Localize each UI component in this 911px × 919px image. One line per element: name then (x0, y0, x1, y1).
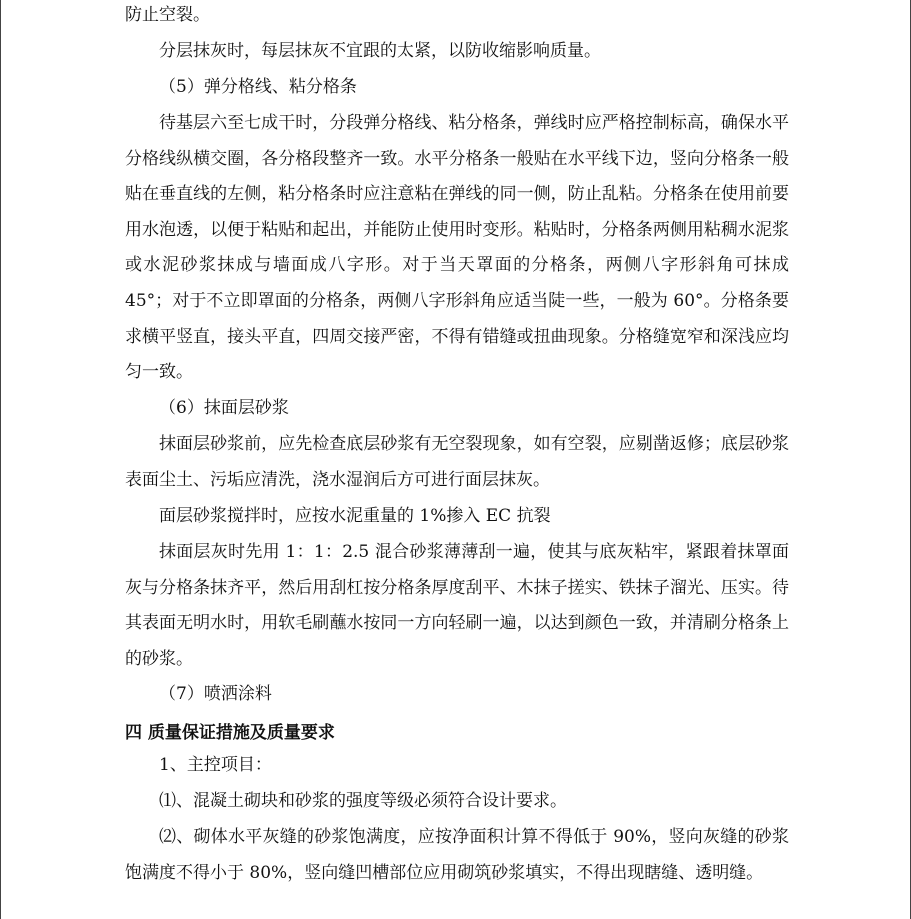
list-main-control: 1、主控项目： (159, 755, 272, 775)
subheading-surface-mortar: （6）抹面层砂浆 (159, 398, 289, 418)
paragraph-grid-strips: 待基层六至七成干时，分段弹分格线、粘分格条，弹线时应严格控制标高，确保水平分格线纵横交圈，各分格段整齐一致。水平分格条一般贴在水平线下边，竖向分格条一般贴在垂直线的左侧，粘分格条时应注意粘在弹线的同一侧，防止乱粘。分格条在使用前要用水泡透，以便于粘贴和起出，并能防止使用时变形。粘贴时，分格条两侧用粘稠水泥浆或水泥砂浆抹成与墙面成八字形。对于当天罩面的分格条，两侧八字形斜角可抹成 45°；对于不立即罩面的分格条，两侧八字形斜角应适当陡一些，一般为 60°。分格条要求横平竖直，接头平直，四周交接严密，不得有错缝或扭曲现象。分格缝宽窄和深浅应均匀一致。 (125, 113, 789, 383)
subheading-grid-lines: （5）弹分格线、粘分格条 (159, 77, 357, 97)
section-heading: 四 质量保证措施及质量要求 (125, 723, 335, 743)
list-item-strength: ⑴、混凝土砌块和砂浆的强度等级必须符合设计要求。 (159, 791, 567, 811)
paragraph-crack-prevention: 防止空裂。 (125, 5, 210, 25)
list-item-mortar-fullness: ⑵、砌体水平灰缝的砂浆饱满度，应按净面积计算不得低于 90%，竖向灰缝的砂浆饱满度不得小于 80%，竖向缝凹槽部位应用砌筑砂浆填实，不得出现瞎缝、透明缝。 (125, 827, 789, 883)
paragraph-layered-plaster: 分层抹灰时，每层抹灰不宜跟的太紧，以防收缩影响质量。 (159, 41, 601, 61)
paragraph-surface-application: 抹面层灰时先用 1：1：2.5 混合砂浆薄薄刮一遍，使其与底灰粘牢，紧跟着抹罩面灰与分格条抹齐平，然后用刮杠按分格条厚度刮平、木抹子搓实、铁抹子溜光、压实。待其表面无明水时，用软毛刷蘸水按同一方向轻刷一遍，以达到颜色一致，并清刷分格条上的砂浆。 (125, 542, 789, 669)
paragraph-surface-check: 抹面层砂浆前，应先检查底层砂浆有无空裂现象，如有空裂，应剔凿返修；底层砂浆表面尘土、污垢应清洗，浇水湿润后方可进行面层抹灰。 (125, 434, 789, 490)
paragraph-mixing: 面层砂浆搅拌时，应按水泥重量的 1%掺入 EC 抗裂 (159, 506, 551, 526)
subheading-spray-coating: （7）喷洒涂料 (159, 684, 272, 704)
